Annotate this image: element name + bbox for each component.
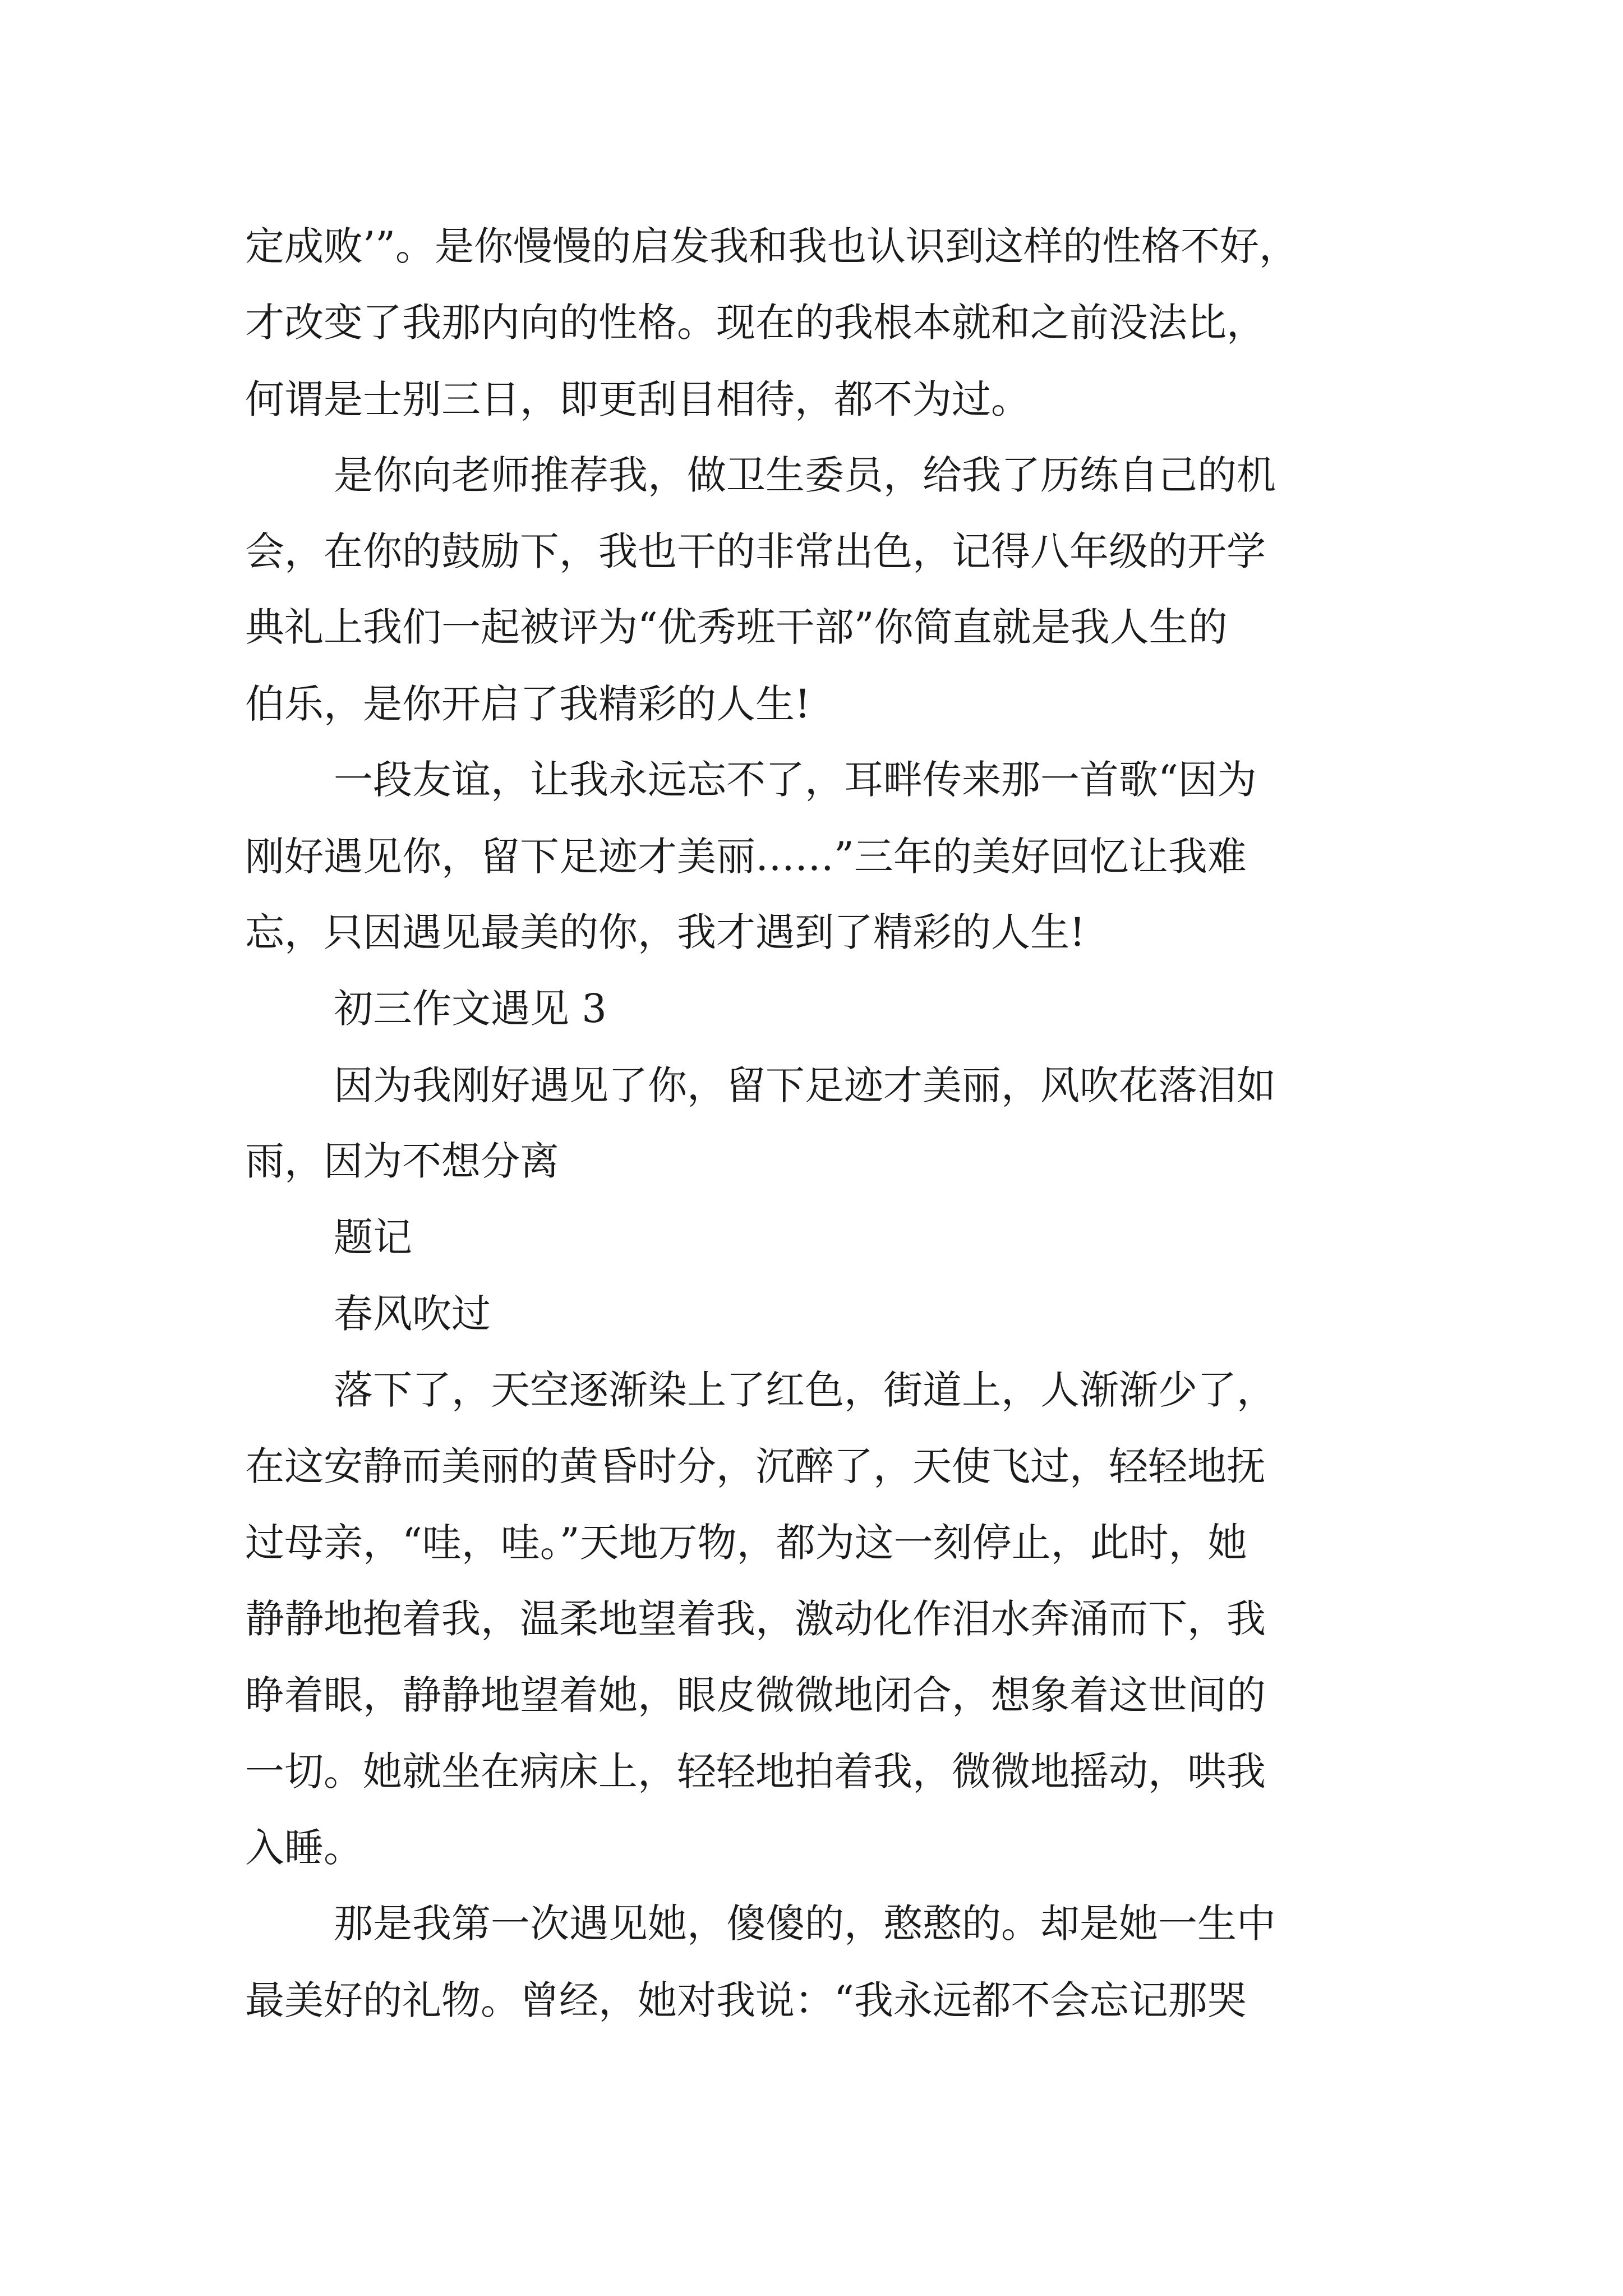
text-line: 题记: [334, 1214, 412, 1260]
text-line: 那是我第一次遇见她，傻傻的，憨憨的。却是她一生中: [334, 1901, 1276, 1947]
text-line: 刚好遇见你，留下足迹才美丽……”三年的美好回忆让我难: [245, 834, 1247, 880]
text-line: 一切。她就坐在病床上，轻轻地拍着我，微微地摇动，哄我: [245, 1749, 1266, 1795]
text-line: 一段友谊，让我永远忘不了，耳畔传来那一首歌“因为: [334, 757, 1257, 803]
text-line: 因为我刚好遇见了你，留下足迹才美丽，风吹花落泪如: [334, 1062, 1276, 1108]
text-line: 过母亲，“哇，哇。”天地万物，都为这一刻停止，此时，她: [245, 1520, 1247, 1566]
text-line: 是你向老师推荐我，做卫生委员，给我了历练自己的机: [334, 452, 1276, 498]
text-line: 忘，只因遇见最美的你，我才遇到了精彩的人生!: [245, 909, 1086, 955]
text-line: 会，在你的鼓励下，我也干的非常出色，记得八年级的开学: [245, 528, 1266, 574]
text-line: 伯乐，是你开启了我精彩的人生!: [245, 681, 811, 727]
text-line: 春风吹过: [334, 1291, 491, 1337]
text-line: 才改变了我那内向的性格。现在的我根本就和之前没法比，: [245, 300, 1266, 346]
text-line: 落下了，天空逐渐染上了红色，街道上，人渐渐少了，: [334, 1367, 1276, 1413]
text-line: 睁着眼，静静地望着她，眼皮微微地闭合，想象着这世间的: [245, 1672, 1266, 1718]
text-line: 雨，因为不想分离: [245, 1138, 559, 1184]
text-line: 定成败’”。是你慢慢的启发我和我也认识到这样的性格不好，: [245, 223, 1299, 269]
text-line: 典礼上我们一起被评为“优秀班干部”你简直就是我人生的: [245, 604, 1228, 650]
text-line: 最美好的礼物。曾经，她对我说：“我永远都不会忘记那哭: [245, 1977, 1247, 2023]
section-heading: 初三作文遇见 3: [334, 986, 607, 1032]
text-line: 静静地抱着我，温柔地望着我，激动化作泪水奔涌而下，我: [245, 1596, 1266, 1642]
text-line: 在这安静而美丽的黄昏时分，沉醉了，天使飞过，轻轻地抚: [245, 1443, 1266, 1489]
text-line: 何谓是士别三日，即更刮目相待，都不为过。: [245, 376, 1030, 422]
text-line: 入睡。: [245, 1825, 363, 1871]
